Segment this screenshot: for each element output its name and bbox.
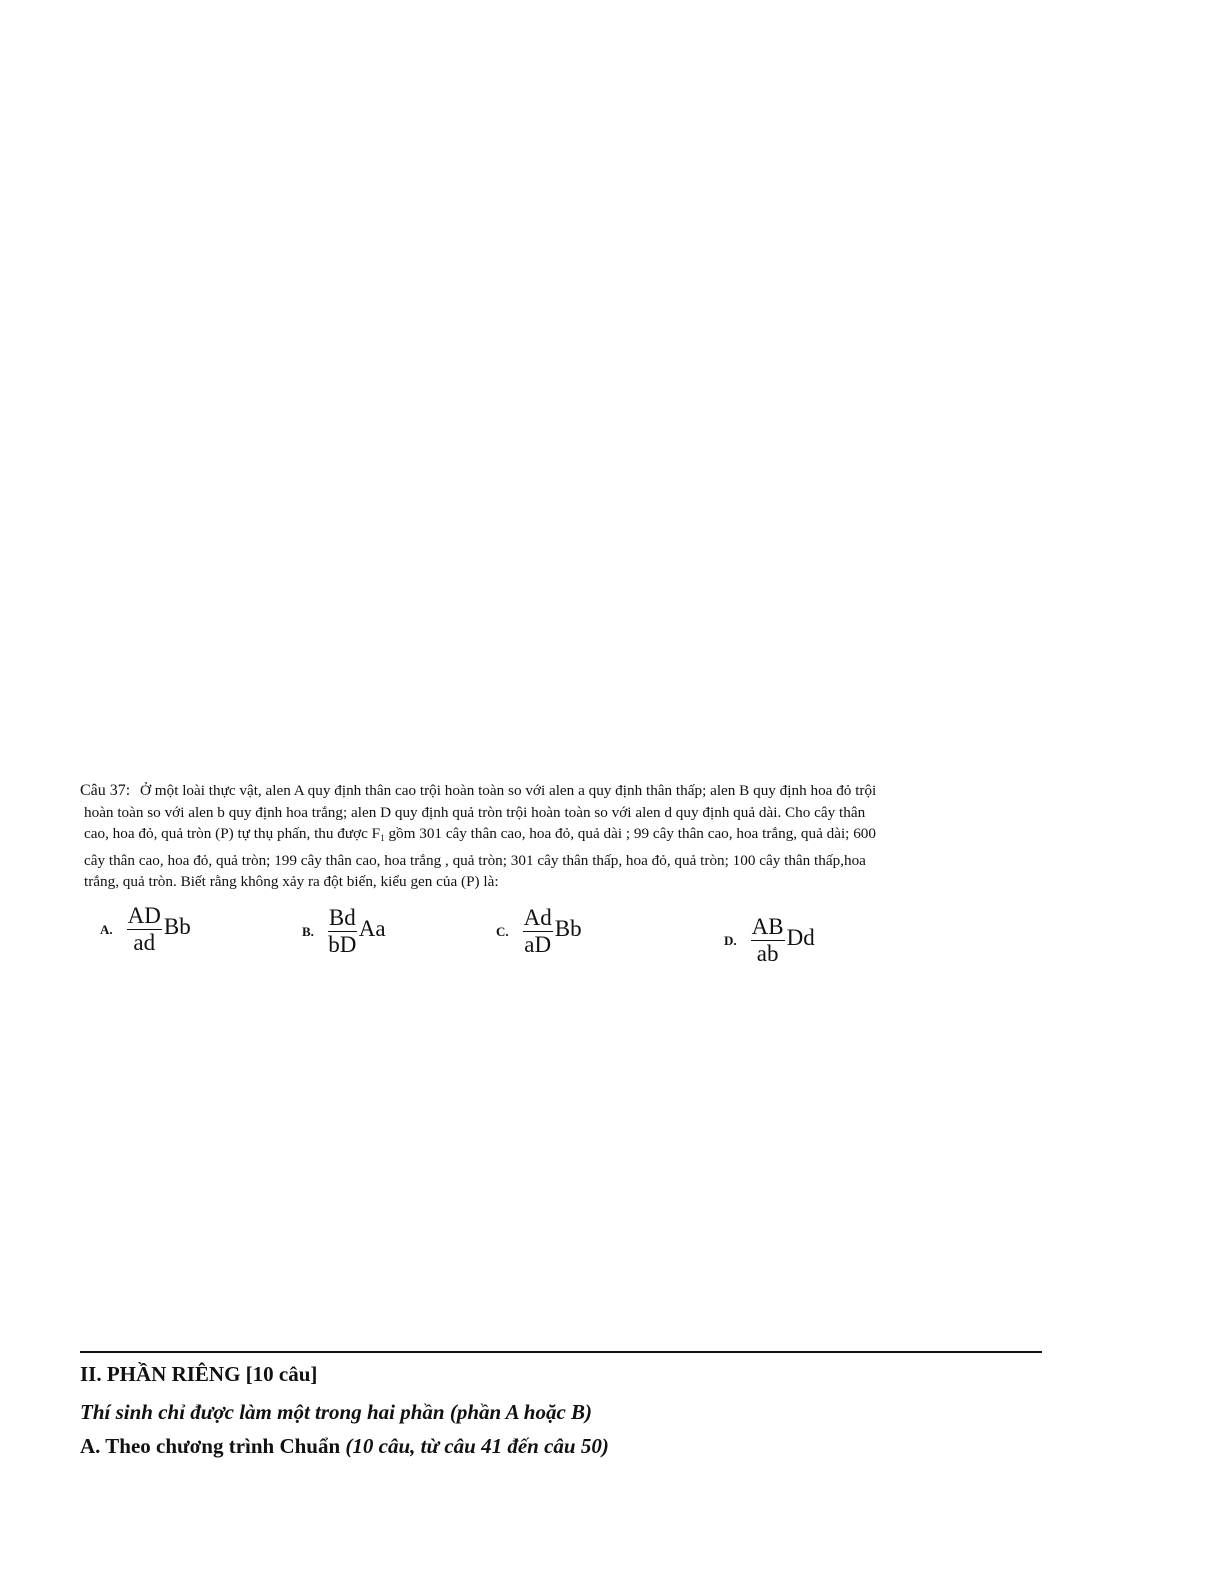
option-d[interactable] bbox=[724, 915, 815, 966]
option-d-fraction bbox=[751, 915, 785, 966]
section-subtitle bbox=[80, 1434, 609, 1459]
option-b-numerator: Bd bbox=[328, 905, 356, 930]
option-c-suffix: Bb bbox=[554, 915, 582, 941]
option-a-denominator: ad bbox=[133, 930, 156, 955]
option-a-suffix: Bb bbox=[163, 913, 191, 939]
question-line-4: cây thân cao, hoa đỏ, quả tròn; 199 cây thân cao, hoa trắng , quả tròn; 301 cây thân thấp, hoa đỏ, quả tròn; 100 cây thân thấp,hoa bbox=[84, 851, 866, 869]
question-label: Câu 37: bbox=[80, 782, 131, 799]
question-line-5: trắng, quả tròn. Biết rằng không xảy ra đột biến, kiểu gen của (P) là: bbox=[84, 873, 499, 890]
option-a-fraction bbox=[127, 904, 162, 955]
section-note: Thí sinh chỉ được làm một trong hai phần (phần A hoặc B) bbox=[80, 1400, 593, 1424]
option-b-letter: B. bbox=[302, 923, 314, 939]
option-b[interactable] bbox=[302, 906, 386, 957]
option-c-fraction bbox=[523, 906, 553, 957]
option-d-denominator: ab bbox=[756, 941, 779, 966]
question-line-1 bbox=[80, 780, 1120, 802]
option-a-numerator: AD bbox=[127, 903, 161, 928]
question-37 bbox=[80, 780, 1120, 893]
section-subtitle-bold: A. Theo chương trình Chuẩn bbox=[80, 1434, 346, 1458]
option-d-letter: D. bbox=[724, 932, 737, 948]
question-line-2: hoàn toàn so với alen b quy định hoa trắng; alen D quy định quả tròn trội hoàn toàn so với alen d quy định quả dài. Cho cây thân bbox=[84, 803, 866, 821]
option-b-denominator: bD bbox=[328, 932, 357, 957]
option-d-suffix: Dd bbox=[786, 924, 815, 950]
question-line-1-text: Ở một loài thực vật, alen A quy định thân cao trội hoàn toàn so với alen a quy định thân thấp; alen B quy định hoa đỏ trội bbox=[140, 782, 877, 799]
option-b-fraction bbox=[328, 906, 357, 957]
option-c-denominator: aD bbox=[524, 932, 552, 957]
option-b-suffix: Aa bbox=[358, 915, 386, 941]
question-line-3 bbox=[80, 823, 1120, 850]
f1-subscript: 1 bbox=[380, 833, 385, 843]
section-title: II. PHẦN RIÊNG [10 câu] bbox=[80, 1362, 318, 1386]
question-line-3-start: cao, hoa đỏ, quả tròn (P) tự thụ phấn, thu được F bbox=[84, 825, 381, 842]
option-c-numerator: Ad bbox=[523, 905, 552, 930]
option-a[interactable] bbox=[100, 904, 191, 955]
option-c[interactable] bbox=[496, 906, 582, 957]
section-divider bbox=[80, 1351, 1042, 1353]
section-subtitle-italic: (10 câu, từ câu 41 đến câu 50) bbox=[345, 1434, 609, 1458]
option-a-letter: A. bbox=[100, 921, 113, 937]
question-line-3-rest: gồm 301 cây thân cao, hoa đỏ, quả dài ; 99 cây thân cao, hoa trắng, quả dài; 600 bbox=[384, 825, 876, 842]
question-text bbox=[80, 780, 1120, 893]
option-d-numerator: AB bbox=[751, 914, 784, 939]
option-c-letter: C. bbox=[496, 923, 509, 939]
